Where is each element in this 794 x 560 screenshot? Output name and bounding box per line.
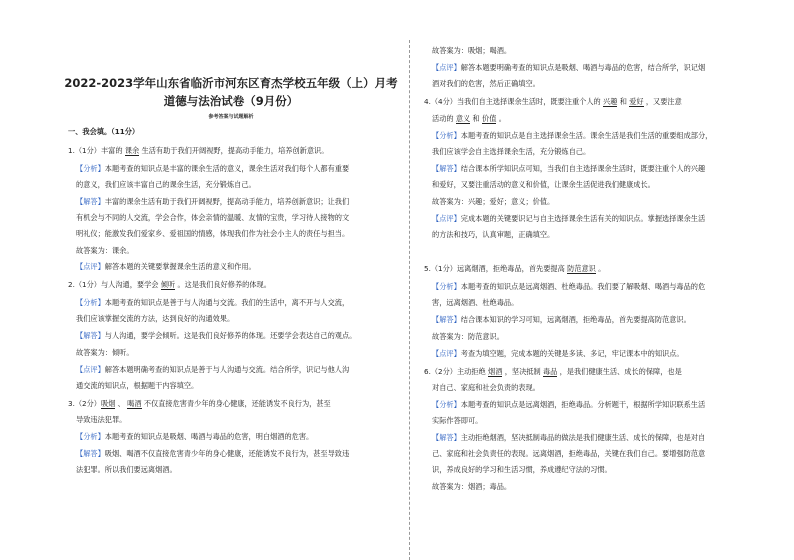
question-3-cont: 导致违法犯罪。: [76, 415, 127, 424]
q5-analysis: 【分析】本题考查的知识点是远离烟酒、杜绝毒品。我们要了解吸烟、喝酒与毒品的危: [432, 282, 706, 291]
q2-analysis: 【分析】本题考查的知识点是善于与人沟通与交流。我们的生活中，离不开与人交流，: [76, 298, 350, 307]
question-2: 2.（1分）与人沟通，要学会 倾听 。这是我们良好修养的体现。: [68, 280, 271, 289]
q5-comment: 【点评】考查为填空题，完成本题的关键是多读、多记，牢记课本中的知识点。: [432, 349, 684, 358]
section-heading: 一、我会填。（11分）: [68, 127, 140, 136]
question-1: 1.（1分）丰富的 课余 生活有助于我们开阔视野，提高动手能力，培养创新意识。: [68, 146, 329, 155]
q5-answer: 故答案为：防范意识。: [432, 332, 504, 341]
solution-tag: 【解答】: [432, 315, 461, 324]
right-column: [424, 0, 754, 560]
comment-tag: 【点评】: [432, 63, 461, 72]
left-column: [64, 0, 398, 560]
comment-tag: 【点评】: [76, 262, 105, 271]
solution-tag: 【解答】: [76, 331, 105, 340]
answer-blank: 吸烟: [101, 399, 116, 408]
q4-comment: 【点评】完成本题的关键要识记与自主选择课余生活有关的知识点。掌握选择课余生活: [432, 214, 706, 223]
analysis-tag: 【分析】: [76, 164, 105, 173]
q1-solution: 【解答】丰富的课余生活有助于我们开阔视野，提高动手能力，培养创新意识；让我们: [76, 197, 350, 206]
answer-blank: 爱好: [629, 97, 644, 106]
q2-answer: 故答案为：倾听。: [76, 348, 134, 357]
doc-title-line2: 道德与法治试卷（9月份）: [163, 94, 299, 108]
q1-solution-cont: 有机会与不同的人交流，学会合作，体会亲情的温暖、友情的宝贵，学习待人接物的文: [76, 213, 350, 222]
answer-blank: 课余: [124, 146, 140, 155]
answer-blank: 意义: [455, 114, 471, 123]
q4-analysis: 【分析】本题考查的知识点是自主选择课余生活。课余生活是我们生活的重要组成部分，: [432, 131, 713, 140]
answer-blank: 倾听: [160, 280, 176, 289]
q3-answer: 故答案为：吸烟；喝酒。: [432, 46, 512, 55]
q4-comment-cont: 的方法和技巧，认真审题，正确填空。: [432, 230, 555, 239]
analysis-tag: 【分析】: [76, 432, 105, 441]
q6-solution: 【解答】主动拒绝烟酒，坚决抵制毒品的做法是我们健康生活、成长的保障，也是对自: [432, 433, 706, 442]
q2-comment-cont: 通交流的知识点，根据题干内容填空。: [76, 381, 199, 390]
q4-solution: 【解答】结合课本所学知识点可知，当我们自主选择课余生活时，既要注重个人的兴趣: [432, 164, 706, 173]
q3-solution-cont: 法犯罪。所以我们要远离烟酒。: [76, 465, 177, 474]
q3-solution: 【解答】吸烟、喝酒不仅直接危害青少年的身心健康，还能诱发不良行为，甚至导致违: [76, 449, 350, 458]
q6-solution-cont: 己、家庭和社会负责任的表现。远离烟酒，拒绝毒品，关键在我们自己。要增强防范意: [432, 449, 706, 458]
q1-comment: 【点评】解答本题的关键要掌握课余生活的意义和作用。: [76, 262, 256, 271]
question-6-cont: 对自己、家庭和社会负责的表现。: [432, 383, 540, 392]
q6-solution-cont: 识，养成良好的学习和生活习惯，养成遵纪守法的习惯。: [432, 465, 612, 474]
q3-comment: 【点评】解答本题要明确考查的知识点是吸烟、喝酒与毒品的危害，结合所学，识记烟: [432, 63, 706, 72]
analysis-tag: 【分析】: [432, 131, 461, 140]
answer-blank: 毒品: [542, 367, 558, 376]
q5-analysis-cont: 害，远离烟酒、杜绝毒品。: [432, 298, 519, 307]
q4-solution-cont: 和爱好，又要注重活动的意义和价值，让课余生活促进我们健康成长。: [432, 180, 655, 189]
comment-tag: 【点评】: [76, 365, 105, 374]
q2-analysis-cont: 我们应该掌握交流的方法，达到良好的沟通效果。: [76, 314, 235, 323]
q4-answer: 故答案为：兴趣；爱好；意义；价值。: [432, 197, 555, 206]
q1-analysis: 【分析】本题考查的知识点是丰富的课余生活的意义，课余生活对我们每个人都有重要: [76, 164, 350, 173]
analysis-tag: 【分析】: [76, 298, 105, 307]
answer-blank: 烟酒: [488, 367, 503, 376]
q1-analysis-cont: 的意义，我们应该丰富自己的课余生活，充分锻炼自己。: [76, 180, 256, 189]
q3-comment-cont: 酒对我们的危害，然后正确填空。: [432, 79, 540, 88]
reference-label: 参考答案与试题解析: [208, 114, 254, 120]
q4-analysis-cont: 我们应该学会自主选择课余生活，充分锻炼自己。: [432, 147, 591, 156]
q6-analysis-cont: 实际作答即可。: [432, 416, 483, 425]
q2-solution: 【解答】与人沟通，要学会倾听。这是我们良好修养的体现。还要学会表达自己的观点。: [76, 331, 357, 340]
question-4-cont: 活动的 意义 和 价值 。: [432, 114, 506, 123]
answer-blank: 防范意识: [567, 264, 596, 273]
q1-answer: 故答案为：课余。: [76, 246, 134, 255]
answer-blank: 价值: [482, 114, 497, 123]
q1-solution-cont: 明礼仪；能激发我们爱家乡、爱祖国的情感，体现我们作为社会小主人的责任与担当。: [76, 229, 350, 238]
analysis-tag: 【分析】: [432, 282, 461, 291]
question-5: 5.（1分）远离烟酒，拒绝毒品，首先要提高 防范意识 。: [424, 264, 606, 273]
answer-blank: 喝酒: [127, 399, 142, 408]
comment-tag: 【点评】: [432, 349, 461, 358]
answer-blank: 兴趣: [603, 97, 618, 106]
comment-tag: 【点评】: [432, 214, 461, 223]
question-4: 4.（4分）当我们自主选择课余生活时，既要注重个人的 兴趣 和 爱好 ，又要注意: [424, 97, 682, 106]
question-6: 6.（2分）主动拒绝 烟酒 ，坚决抵制 毒品 ，是我们健康生活、成长的保障，也是: [424, 367, 682, 376]
column-divider: [409, 40, 410, 560]
q5-solution: 【解答】结合课本知识的学习可知，远离烟酒，拒绝毒品，首先要提高防范意识。: [432, 315, 691, 324]
q6-answer: 故答案为：烟酒；毒品。: [432, 482, 512, 491]
doc-title-line1: 2022-2023学年山东省临沂市河东区育杰学校五年级（上）月考: [64, 76, 398, 90]
analysis-tag: 【分析】: [432, 400, 461, 409]
q3-analysis: 【分析】本题考查的知识点是吸烟、喝酒与毒品的危害，明白烟酒的危害。: [76, 432, 314, 441]
solution-tag: 【解答】: [76, 197, 105, 206]
q6-analysis: 【分析】本题考查的知识点是远离烟酒，拒绝毒品。分析题干，根据所学知识联系生活: [432, 400, 706, 409]
solution-tag: 【解答】: [432, 164, 461, 173]
solution-tag: 【解答】: [76, 449, 105, 458]
q2-comment: 【点评】解答本题明确考查的知识点是善于与人沟通与交流。结合所学，识记与他人沟: [76, 365, 350, 374]
question-3: 3.（2分）吸烟 、 喝酒 不仅直接危害青少年的身心健康，还能诱发不良行为，甚至: [68, 399, 331, 408]
solution-tag: 【解答】: [432, 433, 461, 442]
